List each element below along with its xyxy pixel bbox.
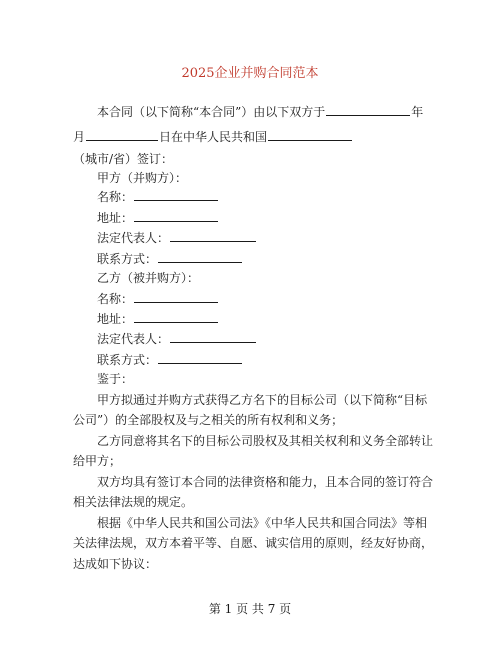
party-a-heading: 甲方（并购方）：	[97, 171, 188, 185]
whereas-p1-line1: 甲方拟通过并购方式获得乙方名下的目标公司（以下简称“目标	[97, 393, 428, 407]
month-label: 月	[73, 130, 86, 144]
document-title: 2025企业并购合同范本	[181, 66, 319, 81]
whereas-p3-line1: 双方均具有签订本合同的法律资格和能力，且本合同的签订符合	[97, 475, 434, 489]
whereas-p1-line2: 公司”）的全部股权及与之相关的所有权利和义务；	[73, 413, 344, 427]
party-b-contact-label: 联系方式：	[97, 353, 158, 367]
party-a-address-label: 地址：	[97, 211, 134, 225]
party-b-name-row	[97, 290, 219, 307]
party-a-address-blank	[134, 209, 218, 222]
agreement-line3: 达成如下协议：	[73, 557, 158, 571]
party-b-address-row	[97, 310, 219, 327]
party-a-rep-label: 法定代表人：	[97, 231, 170, 245]
party-a-rep-row	[97, 229, 257, 246]
party-b-contact-blank	[158, 351, 242, 364]
intro-line-1	[97, 103, 423, 120]
intro-text: 本合同（以下简称“本合同”）由以下双方于	[97, 105, 326, 119]
party-a-contact-row	[97, 250, 243, 267]
party-a-contact-blank	[158, 250, 242, 263]
whereas-p2-line1: 乙方同意将其名下的目标公司股权及其相关权利和义务全部转让	[97, 434, 434, 448]
intro-mid-text: 日在中华人民共和国	[159, 130, 268, 144]
party-a-name-blank	[134, 188, 218, 201]
party-a-name-row	[97, 188, 219, 205]
party-b-address-label: 地址：	[97, 312, 134, 326]
intro-line-3: （城市/省）签订：	[73, 152, 174, 166]
party-b-rep-blank	[170, 330, 256, 343]
agreement-line1: 根据《中华人民共和国公司法》《中华人民共和国合同法》等相	[97, 516, 428, 530]
date-month-blank	[86, 128, 158, 141]
whereas-p3-line2: 相关法律法规的规定。	[73, 495, 194, 509]
year-label: 年	[411, 105, 424, 119]
party-b-heading: 乙方（被并购方）：	[97, 271, 200, 285]
agreement-line2: 关法律法规，双方本着平等、自愿、诚实信用的原则，经友好协商，	[73, 536, 434, 550]
party-b-contact-row	[97, 351, 243, 368]
intro-line-2	[73, 128, 353, 145]
party-b-rep-label: 法定代表人：	[97, 332, 170, 346]
party-b-name-label: 名称：	[97, 292, 134, 306]
city-blank	[268, 128, 352, 141]
page-number-footer: 第 1 页 共 7 页	[208, 602, 292, 616]
party-b-address-blank	[134, 310, 218, 323]
party-b-name-blank	[134, 290, 218, 303]
whereas-heading: 鉴于：	[97, 372, 134, 386]
party-b-rep-row	[97, 330, 257, 347]
party-a-address-row	[97, 209, 219, 226]
date-year-blank	[326, 103, 410, 116]
whereas-p2-line2: 给甲方；	[73, 454, 122, 468]
party-a-name-label: 名称：	[97, 190, 134, 204]
party-a-contact-label: 联系方式：	[97, 252, 158, 266]
party-a-rep-blank	[170, 229, 256, 242]
